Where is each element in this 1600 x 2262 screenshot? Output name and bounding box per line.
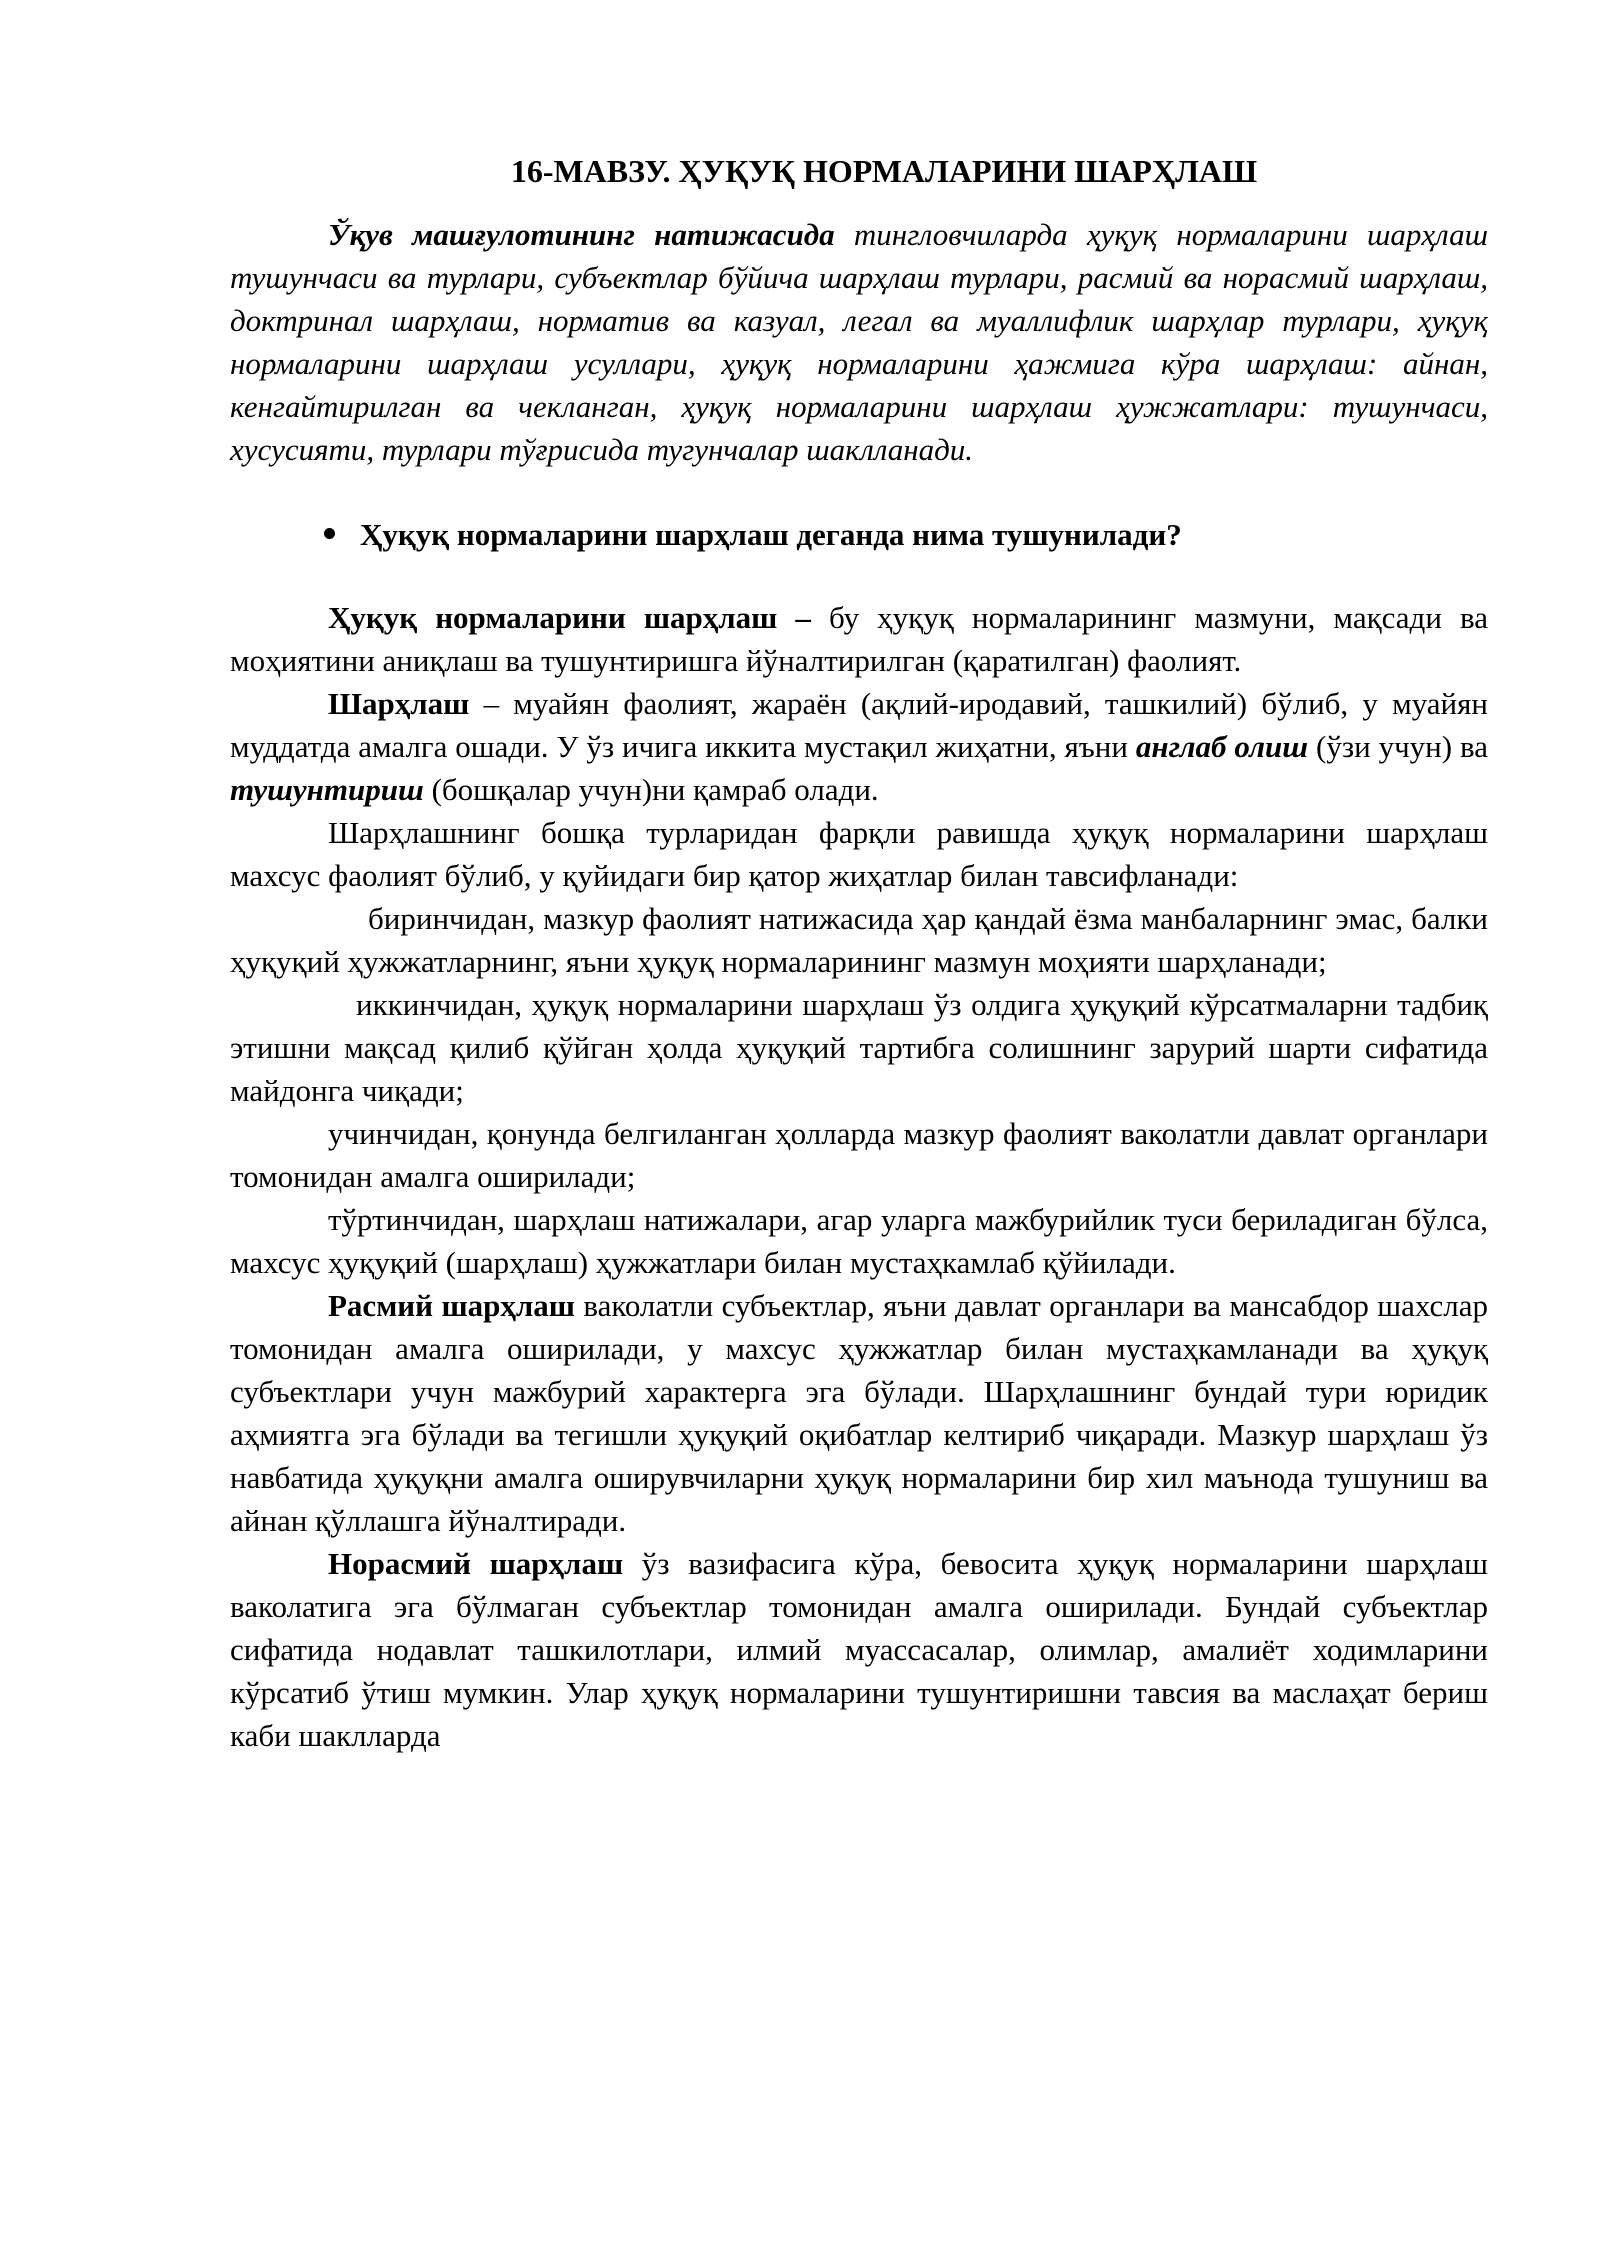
paragraph-third: учинчидан, қонунда белгиланган ҳолларда мазкур фаолият ваколатли давлат органлари томонидан амалга оширилади; xyxy=(230,1116,1488,1194)
emphasis-anglab-olish: англаб олиш xyxy=(1135,729,1309,764)
page-title: 16-МАВЗУ. ҲУҚУҚ НОРМАЛАРИНИ ШАРҲЛАШ xyxy=(510,153,1258,189)
paragraph-first: биринчидан, мазкур фаолият натижасида ҳар қандай ёзма манбаларнинг эмас, балки ҳуқуқий ҳужжатларнинг, яъни ҳуқуқ нормаларининг мазмун моҳияти шарҳланади; xyxy=(230,901,1488,979)
paragraph-fourth: тўртинчидан, шарҳлаш натижалари, агар уларга мажбурийлик туси бериладиган бўлса, махсус ҳуқуқий (шарҳлаш) ҳужжатлари билан мустаҳкамлаб қўйилади. xyxy=(230,1202,1488,1280)
sharhlash-text-1: – муайян фаолият, жараён (ақлий-иродавий, ташкилий) бўлиб, у муайян муддатда амалга ошади. У ўз ичига иккита мустақил жиҳатни, яъни xyxy=(230,686,1488,764)
definition-text: бу ҳуқуқ нормаларининг мазмуни, мақсади ва моҳиятини аниқлаш ва тушунтиришга йўналтирилган (қаратилган) фаолият. xyxy=(230,600,1488,678)
paragraph-official xyxy=(230,1284,1488,1542)
emphasis-tushuntirish: тушунтириш xyxy=(230,772,424,807)
paragraph-sharhlash xyxy=(230,682,1488,811)
question-text: Ҳуқуқ нормаларини шарҳлаш деганда нима тушунилади? xyxy=(360,517,1182,552)
paragraph-definition xyxy=(230,596,1488,682)
intro-text: тингловчиларда ҳуқуқ нормаларини шарҳлаш тушунчаси ва турлари, субъектлар бўйича шарҳлаш турлари, расмий ва норасмий шарҳлаш, доктринал шарҳлаш, норматив ва казуал, легал ва муаллифлик шарҳлар турлари, ҳуқуқ нормаларини шарҳлаш усуллари, ҳуқуқ нормаларини ҳажмига кўра шарҳлаш: айнан, кенгайтирилган ва чекланган, ҳуқуқ нормаларини шарҳлаш ҳужжатлари: тушунчаси, хусусияти, турлари тўғрисида тугунчалар шаклланади. xyxy=(230,217,1488,467)
term-unofficial: Норасмий шарҳлаш xyxy=(328,1546,624,1581)
question-bullet xyxy=(230,513,1488,556)
intro-lead: Ўқув машғулотининг натижасида xyxy=(328,217,835,252)
paragraph-second: иккинчидан, ҳуқуқ нормаларини шарҳлаш ўз олдига ҳуқуқий кўрсатмаларни тадбиқ этишни мақсад қилиб қўйган ҳолда ҳуқуқий тартибга солишнинг зарурий шарти сифатида майдонга чиқади; xyxy=(230,987,1488,1108)
document-page xyxy=(230,150,1488,1757)
sharhlash-text-2: (ўзи учун) ва xyxy=(1308,729,1488,764)
term-definition: Ҳуқуқ нормаларини шарҳлаш – xyxy=(328,600,811,635)
sharhlash-text-3: (бошқалар учун)ни қамраб олади. xyxy=(423,772,879,807)
term-official: Расмий шарҳлаш xyxy=(328,1288,575,1323)
unofficial-text: ўз вазифасига кўра, бевосита ҳуқуқ нормаларини шарҳлаш ваколатига эга бўлмаган субъектлар томонидан амалга оширилади. Бундай субъектлар сифатида нодавлат ташкилотлари, илмий муассасалар, олимлар, амалиёт ходимларини кўрсатиб ўтиш мумкин. Улар ҳуқуқ нормаларини тушунтиришни тавсия ва маслаҳат бериш каби шаклларда xyxy=(230,1546,1488,1753)
paragraph-unofficial xyxy=(230,1542,1488,1757)
term-sharhlash: Шарҳлаш xyxy=(328,686,470,721)
official-text: ваколатли субъектлар, яъни давлат органлари ва мансабдор шахслар томонидан амалга оширилади, у махсус ҳужжатлар билан мустаҳкамланади ва ҳуқуқ субъектлари учун мажбурий характерга эга бўлади. Шарҳлашнинг бундай тури юридик аҳмиятга эга бўлади ва тегишли ҳуқуқий оқибатлар келтириб чиқаради. Мазкур шарҳлаш ўз навбатида ҳуқуқни амалга оширувчиларни ҳуқуқ нормаларини бир хил маънода тушуниш ва айнан қўллашга йўналтиради. xyxy=(230,1288,1488,1538)
bullet-icon xyxy=(324,528,335,539)
paragraph-features-intro: Шарҳлашнинг бошқа турларидан фарқли равишда ҳуқуқ нормаларини шарҳлаш махсус фаолият бўлиб, у қуйидаги бир қатор жиҳатлар билан тавсифланади: xyxy=(230,815,1488,893)
intro-paragraph xyxy=(230,213,1488,471)
